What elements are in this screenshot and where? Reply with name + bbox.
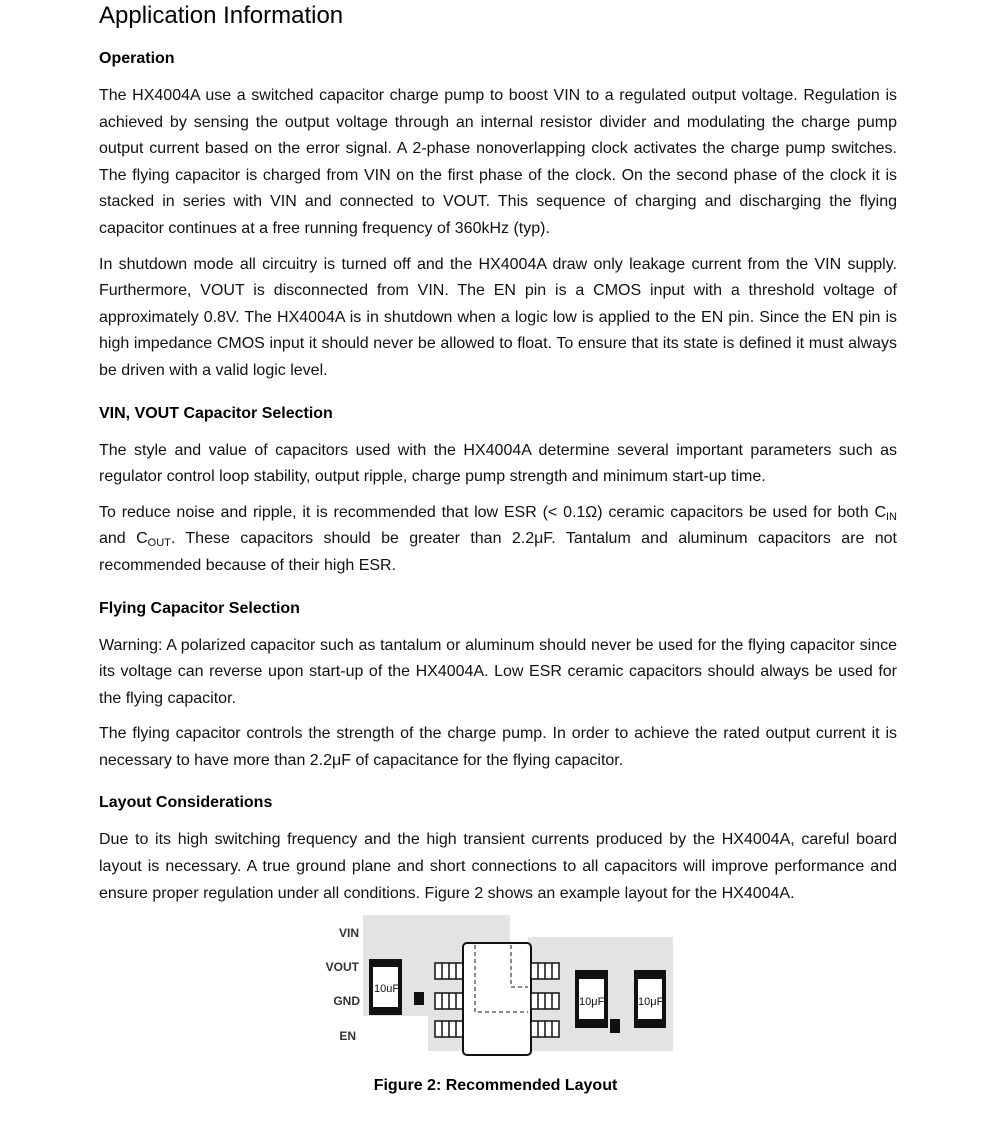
layout-paragraph-1: Due to its high switching frequency and the high transient currents produced by the HX4004A, careful board layout is necessary. A true ground plane and short connections to all capacitors will improve performance and ensure proper regulation under all conditions. Figure 2 shows an example layout for the HX4004A. xyxy=(99,831,897,902)
output-capacitor xyxy=(575,970,608,1028)
via-right xyxy=(610,1019,620,1033)
flying-capacitor xyxy=(634,970,666,1028)
via-left xyxy=(414,992,424,1005)
operation-paragraph-1: The HX4004A use a switched capacitor charge pump to boost VIN to a regulated output voltage. Regulation is achieved by sensing the output voltage through an internal resistor divider and modulating the charge pump output current based on the error signal. A 2-phase nonoverlapping clock activates the charge pump switches. The flying capacitor is charged from VIN on the first phase of the clock. On the second phase of the clock it is stacked in series with VIN and connected to VOUT. This sequence of charging and discharging the flying capacitor continues at a free running frequency of 360kHz (typ). xyxy=(99,87,897,237)
page-title: Application Information xyxy=(99,2,344,29)
pcb-layout-diagram xyxy=(318,912,678,1057)
input-capacitor xyxy=(369,959,402,1015)
cout-subscript: OUT xyxy=(147,537,171,550)
figure-caption: Figure 2: Recommended Layout xyxy=(373,1077,618,1094)
flying-paragraph-2: The flying capacitor controls the strength of the charge pump. In order to achieve the rated output current it is necessary to have more than 2.2μF of capacitance for the flying capacitor. xyxy=(99,725,897,769)
capacitor-text-b: and C xyxy=(99,530,148,548)
section-heading-flying-capacitor: Flying Capacitor Selection xyxy=(99,599,300,617)
left-pads xyxy=(435,963,463,1037)
flying-paragraph-1: Warning: A polarized capacitor such as tantalum or aluminum should never be used for the flying capacitor since its voltage can reverse upon start-up of the HX4004A. Low ESR ceramic capacitors should always be used for the flying capacitor. xyxy=(99,636,897,707)
capacitor-paragraph-1: The style and value of capacitors used with the HX4004A determine several important parameters such as regulator control loop stability, output ripple, charge pump strength and minimum start-up time. xyxy=(99,441,897,486)
cin-subscript: IN xyxy=(886,510,897,523)
gnd-label: GND xyxy=(333,994,360,1008)
section-heading-capacitor-selection: VIN, VOUT Capacitor Selection xyxy=(99,404,333,422)
operation-paragraph-2: In shutdown mode all circuitry is turned off and the HX4004A draw only leakage current from the VIN supply. Furthermore, VOUT is disconnected from VIN. The EN pin is a CMOS input with a threshold voltage of approximately 0.8V. The HX4004A is in shutdown when a logic low is applied to the EN pin. Since the EN pin is high impedance CMOS input it should never be allowed to float. To ensure that its state is defined it must always be driven with a valid logic level. xyxy=(99,255,897,379)
vout-label: VOUT xyxy=(325,960,359,974)
input-capacitor-value: 10uF xyxy=(374,983,400,995)
section-heading-layout: Layout Considerations xyxy=(99,794,273,812)
ic-package xyxy=(463,943,531,1055)
document-page xyxy=(99,0,897,907)
section-heading-operation: Operation xyxy=(99,50,175,67)
capacitor-text-a: To reduce noise and ripple, it is recommended that low ESR (< 0.1Ω) ceramic capacitors be used for both C xyxy=(99,503,886,521)
flying-capacitor-value: 10μF xyxy=(638,996,664,1008)
output-capacitor-value: 10μF xyxy=(579,996,605,1008)
right-pads xyxy=(531,963,559,1037)
en-label: EN xyxy=(339,1029,356,1043)
capacitor-paragraph-2 xyxy=(99,500,897,580)
vin-label: VIN xyxy=(338,926,359,940)
layout-figure xyxy=(318,912,678,1057)
capacitor-text-c: . These capacitors should be greater than 2.2μF. Tantalum and aluminum capacitors are not recommended because of their high ESR. xyxy=(99,530,898,574)
